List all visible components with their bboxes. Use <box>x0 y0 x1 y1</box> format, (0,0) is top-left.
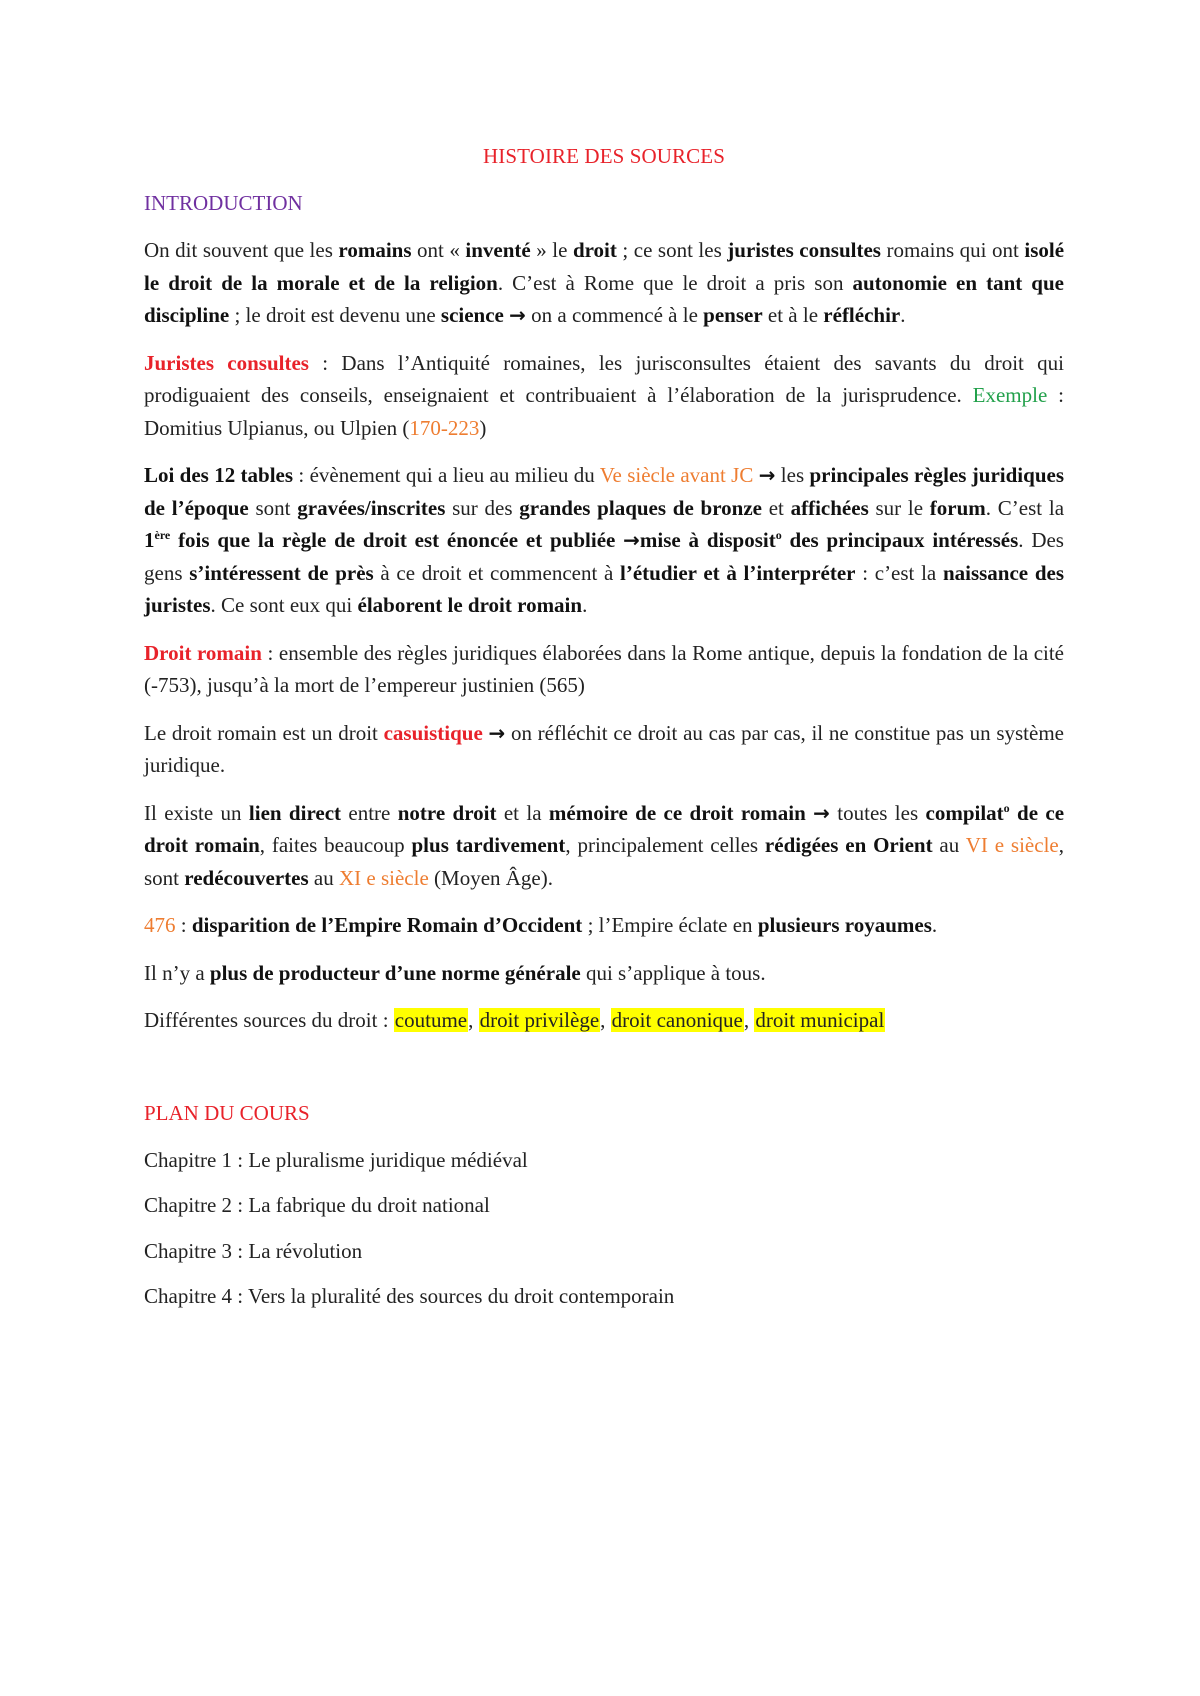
bold-text: romains <box>338 238 412 262</box>
text: . <box>900 303 906 327</box>
superscript: ère <box>154 528 171 542</box>
bold-text: l’étudier et à l’interpréter <box>620 560 856 585</box>
text: . Ce sont eux qui <box>210 593 358 617</box>
plan-heading: PLAN DU COURS <box>144 1100 310 1125</box>
highlight-droit-canonique: droit canonique <box>611 1008 743 1032</box>
right-arrow-icon: → <box>813 800 830 825</box>
term-casuistique: casuistique <box>383 720 483 745</box>
bold-text: juristes consultes <box>727 238 881 262</box>
right-arrow-icon: → <box>758 463 776 487</box>
bold-text: gravées/inscrites <box>297 495 446 520</box>
bold-text: droit <box>572 238 617 262</box>
text: romains qui ont <box>880 238 1025 262</box>
text: et la <box>496 800 549 825</box>
bold-text: s’intéressent de près <box>189 560 374 585</box>
text: Le droit romain est un droit <box>144 720 384 745</box>
bold-text <box>144 528 623 552</box>
text: au <box>308 865 339 890</box>
bold-text: réfléchir <box>823 303 901 327</box>
bold-text: science <box>440 303 504 327</box>
date-text: XI e siècle <box>338 865 429 890</box>
right-arrow-icon: → <box>623 528 640 552</box>
paragraph-casuistique <box>144 717 1064 782</box>
bold-text: affichées <box>790 495 869 520</box>
bold-text: inventé <box>465 238 531 262</box>
bold-text: notre droit <box>397 800 497 825</box>
term-juristes-consultes: Juristes consultes <box>144 350 309 375</box>
text: on a commencé à le <box>525 303 704 327</box>
text: sur le <box>868 495 930 520</box>
text: qui s’applique à tous. <box>580 960 766 985</box>
bold-text: grandes plaques de bronze <box>519 495 762 520</box>
text: . Des gens <box>144 528 1064 585</box>
text: , sont <box>144 833 1064 890</box>
chapter-2: Chapitre 2 : La fabrique du droit national <box>144 1193 490 1217</box>
paragraph-romans-invented-law <box>144 234 1064 332</box>
text: ) <box>479 415 487 440</box>
text: de ce droit romain <box>144 800 1065 857</box>
bold-text: isolé le droit de la morale et de la religion <box>144 238 1065 295</box>
text: , <box>468 1008 479 1032</box>
paragraph-juristes-consultes <box>144 347 1064 445</box>
term-droit-romain: Droit romain <box>144 640 262 665</box>
bold-text: plus de producteur d’une norme générale <box>209 960 581 985</box>
chapter-3: Chapitre 3 : La révolution <box>144 1238 363 1263</box>
text: . <box>582 593 588 617</box>
bold-text: lien direct <box>248 800 342 825</box>
text: on réfléchit ce droit au cas par cas, il ne constitue pas un système juridique. <box>144 720 1064 777</box>
bold-text: autonomie en tant que discipline <box>144 270 1064 327</box>
text: ; l’Empire éclate en <box>582 913 758 937</box>
text: » le <box>530 238 573 262</box>
date-range: 170-223 <box>409 415 480 440</box>
bold-text: plusieurs royaumes <box>757 913 932 937</box>
text: au <box>932 833 966 857</box>
right-arrow-icon: → <box>509 303 526 327</box>
text: : c’est la <box>855 560 943 585</box>
bold-text: Loi des 12 tables <box>144 463 294 487</box>
superscript: o <box>1003 800 1010 815</box>
paragraph-norme-generale <box>144 957 1064 990</box>
bold-text: naissance des juristes <box>144 560 1065 617</box>
text: 1 <box>144 528 155 552</box>
text: . C’est à Rome que le droit a pris son <box>497 270 853 295</box>
text: : évènement qui a lieu au milieu du <box>293 463 600 487</box>
bold-text: élaborent le droit romain <box>357 593 583 617</box>
text: ont « <box>411 238 466 262</box>
text: entre <box>341 800 398 825</box>
text: Il existe un <box>144 800 249 825</box>
text: fois que la règle de droit est énoncée et publiée <box>170 528 624 552</box>
text: , <box>743 1008 755 1032</box>
text: et <box>761 495 791 520</box>
bold-text <box>640 528 1018 552</box>
text: : Domitius Ulpianus, ou Ulpien ( <box>144 383 1064 440</box>
date-text: VI e siècle <box>965 833 1059 857</box>
bold-text: plus tardivement <box>411 833 566 857</box>
paragraph-lien-direct <box>144 797 1064 895</box>
superscript: o <box>775 528 782 542</box>
text: ; le droit est devenu une <box>229 303 441 327</box>
text: mise à disposit <box>639 528 776 552</box>
text: sont <box>248 495 298 520</box>
text: , faites beaucoup <box>259 833 412 857</box>
text: : ensemble des règles juridiques élaborées dans la Rome antique, depuis la fondation de la cité (-753), jusqu’à la mort de l’empereur justinien (565) <box>144 640 1065 697</box>
date-text: Ve siècle avant JC <box>599 463 754 487</box>
chapter-1: Chapitre 1 : Le pluralisme juridique médiéval <box>144 1147 528 1172</box>
text: : <box>175 913 192 937</box>
bold-text: penser <box>703 303 763 327</box>
paragraph-droit-romain <box>144 637 1064 702</box>
introduction-heading: INTRODUCTION <box>144 191 303 215</box>
text: les <box>775 463 810 487</box>
example-label: Exemple <box>972 383 1048 407</box>
bold-text: mémoire de ce droit romain <box>548 800 806 825</box>
text: . C’est la <box>985 495 1065 520</box>
document-body <box>144 140 1064 1326</box>
text: , principalement celles <box>565 833 765 857</box>
text: compilat <box>925 800 1004 825</box>
text: Il n’y a <box>144 960 210 985</box>
highlight-coutume: coutume <box>394 1008 468 1032</box>
chapter-4: Chapitre 4 : Vers la pluralité des sources du droit contemporain <box>144 1284 675 1308</box>
bold-text: disparition de l’Empire Romain d’Occident <box>191 913 583 937</box>
text: à ce droit et commencent à <box>373 560 621 585</box>
text: : Dans l’Antiquité romaines, les jurisconsultes étaient des savants du droit qui prodiguaient des conseils, enseignaient et contribuaient à l’élaboration de la jurisprudence. <box>144 350 1064 407</box>
text: , <box>600 1008 611 1032</box>
document-title: HISTOIRE DES SOURCES <box>483 144 725 168</box>
bold-text: redécouvertes <box>184 865 309 890</box>
text: sur des <box>445 495 520 520</box>
bold-text: principales règles juridiques de l’époque <box>144 463 1064 520</box>
text: ; ce sont les <box>616 238 728 262</box>
highlight-droit-privilege: droit privilège <box>479 1008 600 1032</box>
text: toutes les <box>829 800 926 825</box>
right-arrow-icon: → <box>488 720 506 745</box>
text: . <box>931 913 938 937</box>
highlight-droit-municipal: droit municipal <box>755 1008 885 1032</box>
paragraph-476 <box>144 909 1064 942</box>
text: Différentes sources du droit : <box>144 1008 394 1032</box>
paragraph-loi-des-12-tables <box>144 459 1064 622</box>
date-text: 476 <box>144 913 176 937</box>
bold-text: forum <box>929 495 986 520</box>
text: On dit souvent que les <box>144 238 339 262</box>
text: et à le <box>762 303 824 327</box>
paragraph-sources-du-droit <box>144 1004 1064 1037</box>
text: des principaux intéressés <box>781 528 1019 552</box>
bold-text: rédigées en Orient <box>764 833 933 857</box>
text: (Moyen Âge). <box>428 865 553 890</box>
